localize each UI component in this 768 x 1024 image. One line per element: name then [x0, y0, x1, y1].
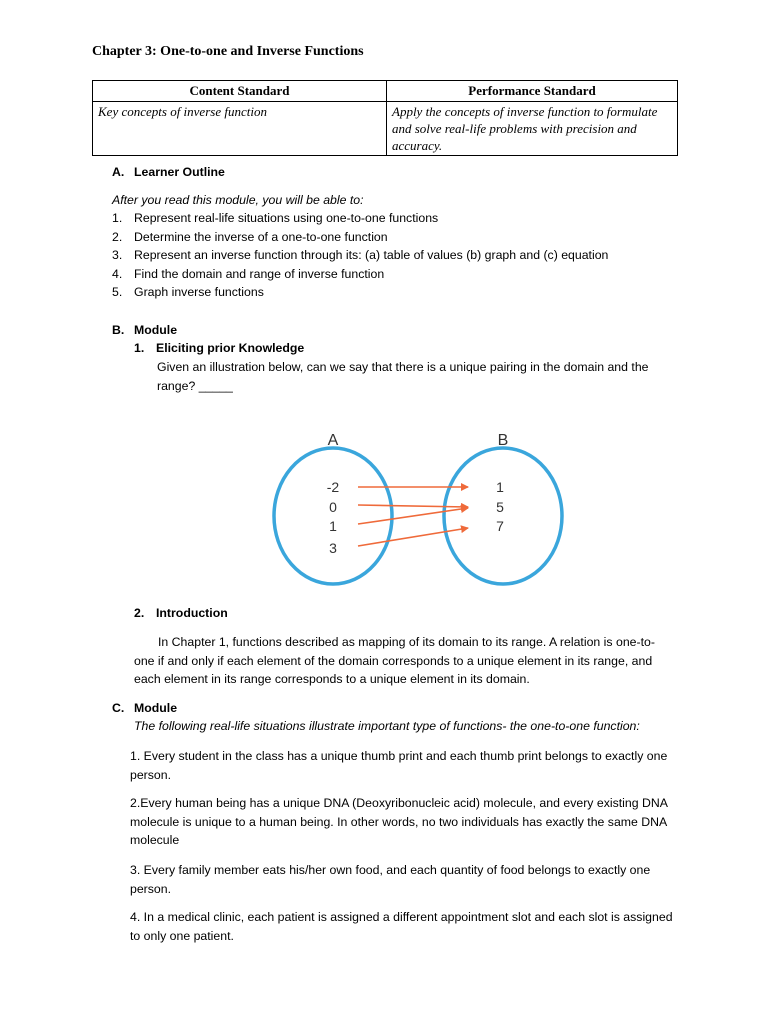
section-c-title: Module: [134, 701, 178, 715]
section-a-intro: After you read this module, you will be able to:: [112, 193, 364, 207]
list-item: 1. Represent real-life situations using one-to-one functions: [112, 211, 439, 225]
sub1-text: Given an illustration below, can we say that there is a unique pairing in the domain and the range? _____: [157, 360, 649, 393]
content-standard-cell: Key concepts of inverse function: [93, 102, 387, 156]
situation-item: 2.Every human being has a unique DNA (Deoxyribonucleic acid) molecule, and every existing DNA molecule is unique to a human being. In other words, no two individuals has exactly the same DNA molecule: [130, 796, 668, 847]
domain-value: 0: [329, 499, 337, 515]
list-item: 3. Represent an inverse function through its: (a) table of values (b) graph and (c) equation: [112, 248, 609, 262]
range-value: 7: [496, 518, 504, 534]
mapping-arrow: [358, 505, 468, 507]
mapping-diagram: [262, 418, 568, 588]
section-c-intro: The following real-life situations illustrate important type of functions- the one-to-one function:: [134, 719, 640, 733]
domain-value: -2: [326, 479, 340, 495]
learner-outline-list: [112, 209, 712, 302]
mapping-arrow: [358, 528, 468, 546]
section-c-letter: C.: [112, 701, 125, 715]
performance-standard-header: Performance Standard: [387, 81, 678, 102]
page-title: Chapter 3: One-to-one and Inverse Functions: [92, 44, 364, 59]
set-a-circle: [274, 448, 392, 584]
sub2-heading: 2. Introduction: [134, 606, 228, 620]
section-a-title: Learner Outline: [134, 165, 225, 179]
mapping-arrow: [358, 508, 468, 524]
range-value: 1: [496, 479, 504, 495]
section-c-heading: [112, 699, 177, 718]
section-a-heading: [112, 163, 225, 182]
standards-table: [92, 80, 678, 156]
list-item: 4. Find the domain and range of inverse function: [112, 266, 385, 281]
domain-value: 1: [329, 518, 337, 534]
sub2-text: In Chapter 1, functions described as mapping of its domain to its range. A relation is one-to-one if and only if each element of the domain corresponds to a unique element in its range, and each element in its range corresponds to a unique element in its domain.: [134, 635, 655, 686]
list-item: 2. Determine the inverse of a one-to-one function: [112, 229, 388, 244]
domain-value: 3: [329, 540, 337, 556]
set-a-label: A: [327, 432, 339, 449]
section-b-letter: B.: [112, 323, 125, 337]
range-value: 5: [496, 499, 504, 515]
set-b-label: B: [497, 432, 509, 449]
set-b-circle: [444, 448, 562, 584]
section-b-title: Module: [134, 323, 178, 337]
section-a-letter: A.: [112, 165, 125, 179]
sub1-heading: 1. Eliciting prior Knowledge: [134, 341, 305, 355]
content-standard-header: Content Standard: [93, 81, 387, 102]
performance-standard-cell: Apply the concepts of inverse function to formulate and solve real-life problems with precision and accuracy.: [387, 102, 678, 156]
list-item: 5. Graph inverse functions: [112, 285, 264, 299]
situation-item: 3. Every family member eats his/her own food, and each quantity of food belongs to exactly one person.: [130, 863, 651, 896]
situation-item: 4. In a medical clinic, each patient is assigned a different appointment slot and each slot is assigned to only one patient.: [130, 910, 673, 943]
section-b-heading: [112, 321, 177, 340]
situation-item: 1. Every student in the class has a unique thumb print and each thumb print belongs to exactly one person.: [130, 749, 668, 782]
